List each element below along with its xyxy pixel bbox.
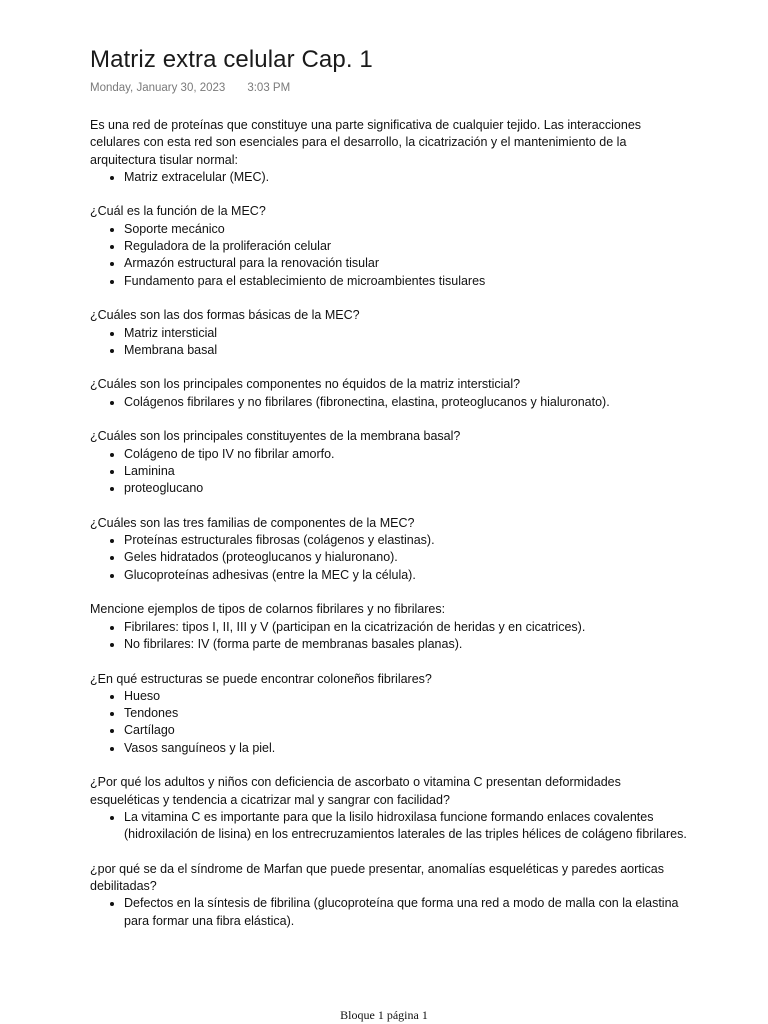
question-text: ¿Cuál es la función de la MEC?: [90, 204, 266, 219]
answer-list: [90, 446, 690, 498]
qa-section: [90, 307, 690, 359]
page-title: Matriz extra celular Cap. 1: [90, 46, 373, 73]
question-text: ¿Cuáles son los principales constituyentes de la membrana basal?: [90, 429, 461, 444]
list-item: • Defectos en la síntesis de fibrilina (glucoproteína que forma una red a modo de malla con la elastina para formar una fibra elástica).: [124, 895, 690, 930]
list-item: • Cartílago: [124, 722, 690, 739]
list-item: • No fibrilares: IV (forma parte de membranas basales planas).: [124, 636, 690, 653]
qa-sections: [90, 186, 690, 930]
section-spacer: [90, 498, 690, 515]
section-spacer: [90, 757, 690, 774]
page-time: 3:03 PM: [247, 82, 291, 94]
list-item: • Colágenos fibrilares y no fibrilares (fibronectina, elastina, proteoglucanos y hialuronato).: [124, 394, 690, 411]
list-item: • Hueso: [124, 688, 690, 705]
list-item: • Proteínas estructurales fibrosas (colágenos y elastinas).: [124, 532, 690, 549]
question-text: ¿Cuáles son las dos formas básicas de la MEC?: [90, 308, 360, 323]
answer-list: [90, 221, 690, 290]
section-spacer: [90, 843, 690, 860]
page-meta: [90, 82, 290, 94]
section-spacer: [90, 411, 690, 428]
section-spacer: [90, 653, 690, 670]
intro-paragraph: Es una red de proteínas que constituye una parte significativa de cualquier tejido. Las interacciones celulares con esta red son esenciales para el desarrollo, la cicatrización y el mantenimiento de la arquitectura tisular normal:: [90, 118, 642, 167]
section-spacer: [90, 584, 690, 601]
qa-section: [90, 774, 690, 843]
list-item: • Geles hidratados (proteoglucanos y hialuronano).: [124, 549, 690, 566]
question-text: Mencione ejemplos de tipos de colarnos fibrilares y no fibrilares:: [90, 602, 446, 617]
list-item: • Armazón estructural para la renovación tisular: [124, 255, 690, 272]
list-item: • Fibrilares: tipos I, II, III y V (participan en la cicatrización de heridas y en cicatrices).: [124, 619, 690, 636]
question-text: ¿Cuáles son los principales componentes no équidos de la matriz intersticial?: [90, 377, 521, 392]
answer-list: [90, 809, 690, 844]
list-item: • Soporte mecánico: [124, 221, 690, 238]
question-text: ¿Por qué los adultos y niños con deficiencia de ascorbato o vitamina C presentan deformidades esqueléticas y tendencia a cicatrizar mal y sangrar con facilidad?: [90, 775, 621, 807]
list-item: • Membrana basal: [124, 342, 690, 359]
answer-list: [90, 325, 690, 360]
page-date: Monday, January 30, 2023: [90, 82, 226, 94]
page-footer: Bloque 1 página 1: [340, 1008, 428, 1022]
qa-section: [90, 601, 690, 653]
list-item: • Matriz intersticial: [124, 325, 690, 342]
list-item: • Glucoproteínas adhesivas (entre la MEC y la célula).: [124, 567, 690, 584]
list-item: • Colágeno de tipo IV no fibrilar amorfo.: [124, 446, 690, 463]
list-item: • Vasos sanguíneos y la piel.: [124, 740, 690, 757]
list-item: • La vitamina C es importante para que la lisilo hidroxilasa funcione formando enlaces covalentes (hidroxilación de lisina) en los entrecruzamientos laterales de las triples hélices de colágeno fibrilares.: [124, 809, 690, 844]
section-spacer: [90, 290, 690, 307]
section-spacer: [90, 186, 690, 203]
qa-section: [90, 671, 690, 757]
intro-list: [90, 169, 690, 186]
qa-section: [90, 861, 690, 930]
qa-section: [90, 515, 690, 584]
answer-list: [90, 619, 690, 654]
list-item: • Reguladora de la proliferación celular: [124, 238, 690, 255]
list-item: • Fundamento para el establecimiento de microambientes tisulares: [124, 273, 690, 290]
qa-section: [90, 203, 690, 289]
list-item: • Matriz extracelular (MEC).: [124, 169, 690, 186]
question-text: ¿por qué se da el síndrome de Marfan que puede presentar, anomalías esqueléticas y paredes aorticas debilitadas?: [90, 861, 664, 894]
answer-list: [90, 895, 690, 930]
list-item: • proteoglucano: [124, 480, 690, 497]
answer-list: [90, 688, 690, 757]
answer-list: [90, 532, 690, 584]
question-text: ¿Cuáles son las tres familias de componentes de la MEC?: [90, 515, 415, 530]
qa-section: [90, 428, 690, 497]
list-item: • Tendones: [124, 705, 690, 722]
section-spacer: [90, 359, 690, 376]
note-content[interactable]: [90, 117, 690, 930]
qa-section: [90, 376, 690, 411]
question-text: ¿En qué estructuras se puede encontrar coloneños fibrilares?: [90, 671, 432, 686]
list-item: • Laminina: [124, 463, 690, 480]
answer-list: [90, 394, 690, 411]
